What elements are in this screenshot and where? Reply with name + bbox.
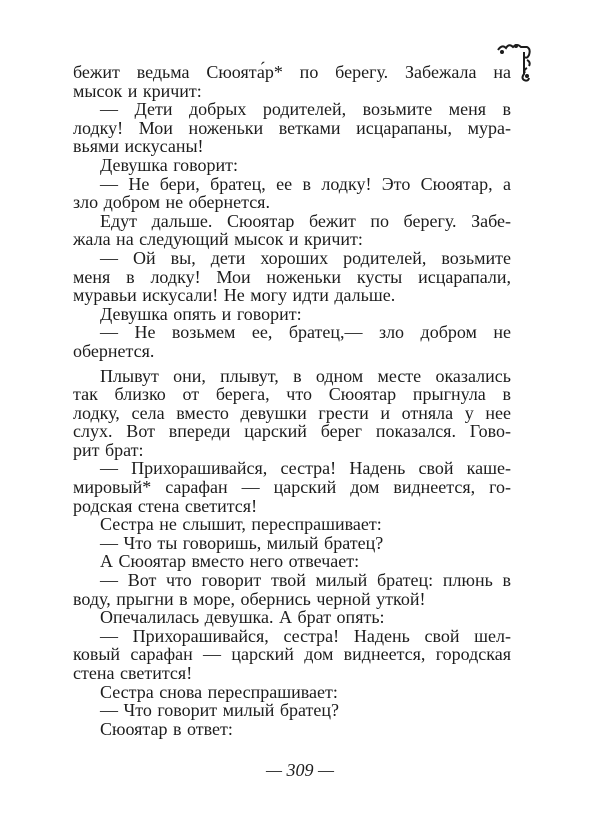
text-line: муравьи искусали! Не могу идти дальше. (73, 285, 396, 306)
text-line: мировый* сарафан — царский дом виднеется, го- (73, 477, 511, 498)
text-line: Девушка опять и говорит: (100, 303, 302, 324)
text-line: — Прихорашивайся, сестра! Надень свой шел- (100, 625, 511, 646)
text-line: бежит ведьма Сюоята́р* по берегу. Забежала на (73, 62, 511, 82)
page-number: — 309 — (265, 760, 334, 780)
text-line: Плывут они, плывут, в одном месте оказались (100, 365, 511, 386)
text-line: вьями искусаны! (73, 136, 204, 157)
text-line: рит брат: (73, 439, 144, 460)
text-line: ковый сарафан — царский дом виднеется, городская (73, 644, 511, 665)
text-line: стена светится! (73, 663, 193, 683)
book-page-text (73, 63, 511, 738)
text-line: лодку! Мои ноженьки ветками исцарапаны, мура- (73, 117, 511, 138)
text-line: воду, прыгни в море, обернись черной уткой! (73, 588, 426, 609)
text-line: Сюоятар в ответ: (100, 718, 233, 739)
text-line: Опечалилась девушка. А брат опять: (100, 607, 385, 628)
text-line: — Не бери, братец, ее в лодку! Это Сюоятар, а (100, 173, 511, 194)
text-line: — Вот что говорит твой милый братец: плюнь в (100, 570, 511, 591)
text-line: — Не возьмем ее, братец,— зло добром не (100, 322, 511, 343)
text-line: так близко от берега, что Сюоятар прыгнула в (73, 384, 511, 405)
text-line: меня в лодку! Мои ноженьки кусты исцарапали, (73, 266, 511, 287)
text-line: Сестра не слышит, переспрашивает: (100, 514, 382, 535)
text-line: слух. Вот впереди царский берег показался. Гово- (73, 421, 511, 442)
text-line: А Сюоятар вместо него отвечает: (100, 551, 360, 572)
text-line: — Дети добрых родителей, возьмите меня в (100, 99, 511, 120)
text-line: — Что говорит милый братец? (100, 700, 340, 721)
text-line: лодку, села вместо девушки грести и отняла у нее (73, 402, 511, 423)
text-line: Едут дальше. Сюоятар бежит по берегу. Забе- (100, 210, 511, 231)
text-line: жала на следующий мысок и кричит: (73, 229, 363, 250)
text-line: Девушка говорит: (100, 154, 239, 175)
text-line: — Ой вы, дети хороших родителей, возьмите (100, 247, 511, 268)
text-line: — Прихорашивайся, сестра! Надень свой каше- (100, 458, 511, 479)
text-line: мысок и кричит: (73, 80, 202, 101)
text-line: обернется. (73, 340, 155, 361)
text-line: — Что ты говоришь, милый братец? (100, 532, 384, 553)
text-line: родская стена светится! (73, 495, 258, 516)
text-line: зло добром не обернется. (73, 192, 270, 213)
text-line: Сестра снова переспрашивает: (100, 681, 338, 702)
